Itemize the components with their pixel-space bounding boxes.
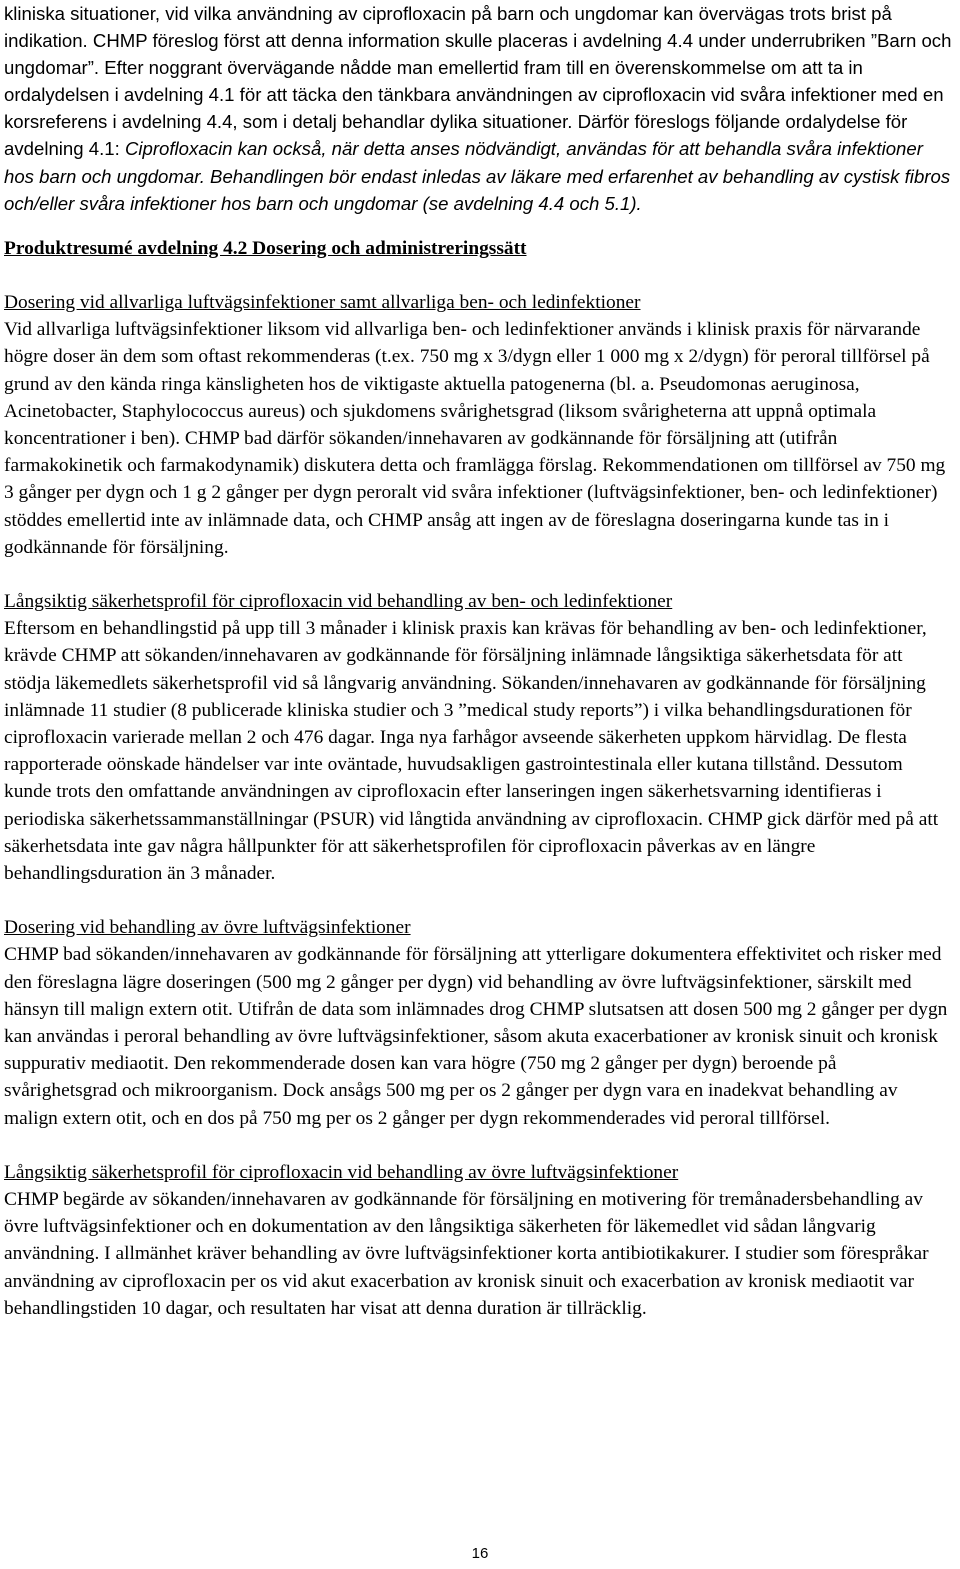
- section-heading: Långsiktig säkerhetsprofil för ciprofloxacin vid behandling av övre luftvägsinfektioner: [4, 1161, 679, 1183]
- section-dosering-allvarliga: [4, 289, 952, 561]
- document-page: [4, 0, 952, 1322]
- page-number: 16: [471, 1545, 489, 1562]
- section-sakerhet-ben-led: [4, 588, 952, 887]
- section-heading: Långsiktig säkerhetsprofil för ciprofloxacin vid behandling av ben- och ledinfektioner: [4, 590, 673, 612]
- intro-quoted-wording: Ciprofloxacin kan också, när detta anses nödvändigt, användas för att behandla svåra infektioner hos barn och ungdomar. Behandlingen bör endast inledas av läkare med erfarenhet av behandling av cystisk fibros och/eller svåra infektioner hos barn och ungdomar (se avdelning 4.4 och 5.1).: [4, 138, 951, 214]
- section-title: Produktresumé avdelning 4.2 Dosering och administreringssätt: [4, 237, 527, 259]
- section-dosering-ovre-luftvag: [4, 914, 952, 1132]
- section-body: CHMP begärde av sökanden/innehavaren av godkännande för försäljning en motivering för tremånadersbehandling av övre luftvägsinfektioner och en dokumentation av den långsiktiga säkerheten för läkemedlet vid sådan långvarig användning. I allmänhet kräver behandling av övre luftvägsinfektioner korta antibiotikakurer. I studier som förespråkar användning av ciprofloxacin per os vid akut exacerbation av kronisk sinuit och exacerbation av kronisk mediaotit var behandlingstiden 10 dagar, och resultaten har visat att denna duration är tillräcklig.: [4, 1189, 929, 1319]
- section-heading: Dosering vid behandling av övre luftvägsinfektioner: [4, 917, 411, 939]
- intro-paragraph: [4, 0, 952, 217]
- section-heading: Dosering vid allvarliga luftvägsinfektioner samt allvarliga ben- och ledinfektioner: [4, 291, 641, 313]
- section-body: Vid allvarliga luftvägsinfektioner liksom vid allvarliga ben- och ledinfektioner används i klinisk praxis för närvarande högre doser än dem som oftast rekommenderas (t.ex. 750 mg x 3/dygn eller 1 000 mg x 2/dygn) för peroral tillförsel på grund av den kända ringa känsligheten hos de viktigaste aktuella patogenerna (bl. a. Pseudomonas aeruginosa, Acinetobacter, Staphylococcus aureus) och sjukdomens svårighetsgrad (liksom svårigheterna att uppnå optimala koncentrationer i ben). CHMP bad därför sökanden/innehavaren av godkännande för försäljning att (utifrån farmakokinetik och farmakodynamik) diskutera detta och framlägga förslag. Rekommendationen om tillförsel av 750 mg 3 gånger per dygn och 1 g 2 gånger per dygn peroralt vid svåra infektioner (luftvägsinfektioner, ben- och ledinfektioner) stöddes emellertid inte av inlämnade data, och CHMP ansåg att ingen av de föreslagna doseringarna kunde tas in i godkännande för försäljning.: [4, 319, 946, 558]
- section-sakerhet-ovre-luftvag: [4, 1159, 952, 1322]
- section-body: CHMP bad sökanden/innehavaren av godkännande för försäljning att ytterligare dokumentera effektivitet och risker med den föreslagna lägre doseringen (500 mg 2 gånger per dygn) vid behandling av övre luftvägsinfektioner, särskilt med hänsyn till malign extern otit. Utifrån de data som inlämnades drog CHMP slutsatsen att dosen 500 mg 2 gånger per dygn kan användas i peroral behandling av övre luftvägsinfektioner, såsom akuta exacerbationer av kronisk sinuit och kronisk suppurativ mediaotit. Den rekommenderade dosen kan vara högre (750 mg 2 gånger per dygn) beroende på svårighetsgrad och mikroorganism. Dock ansågs 500 mg per os 2 gånger per dygn vara en inadekvat behandling av malign extern otit, och en dos på 750 mg per os 2 gånger per dygn rekommenderades vid peroral tillförsel.: [4, 944, 948, 1129]
- intro-text: kliniska situationer, vid vilka användning av ciprofloxacin på barn och ungdomar kan övervägas trots brist på indikation. CHMP föreslog först att denna information skulle placeras i avdelning 4.4 under underrubriken ”Barn och ungdomar”. Efter noggrant övervägande nådde man emellertid fram till en överenskommelse om att ta in ordalydelsen i avdelning 4.1 för att täcka den tänkbara användningen av ciprofloxacin vid svåra infektioner med en korsreferens i avdelning 4.4, som i detalj behandlar dylika situationer. Därför föreslogs följande ordalydelse för avdelning 4.1:: [4, 3, 952, 160]
- section-body: Eftersom en behandlingstid på upp till 3 månader i klinisk praxis kan krävas för behandling av ben- och ledinfektioner, krävde CHMP att sökanden/innehavaren av godkännande för försäljning inlämnade långsiktiga säkerhetsdata för att stödja läkemedlets säkerhetsprofil vid så långvarig användning. Sökanden/innehavaren av godkännande för försäljning inlämnade 11 studier (8 publicerade kliniska studier och 3 ”medical study reports”) i vilka behandlingsdurationen för ciprofloxacin varierade mellan 2 och 476 dagar. Inga nya farhågor avseende säkerheten uppkom härvidlag. De flesta rapporterade oönskade händelser var inte oväntade, huvudsakligen gastrointestinala eller kutana tillstånd. Dessutom kunde trots den omfattande användningen av ciprofloxacin efter lanseringen ingen säkerhetsvarning identifieras i periodiska säkerhetssammanställningar (PSUR) vid långtida användning av ciprofloxacin. CHMP gick därför med på att säkerhetsdata inte gav några hållpunkter för att säkerhetsprofilen för ciprofloxacin påverkas av en längre behandlingsduration än 3 månader.: [4, 618, 939, 885]
